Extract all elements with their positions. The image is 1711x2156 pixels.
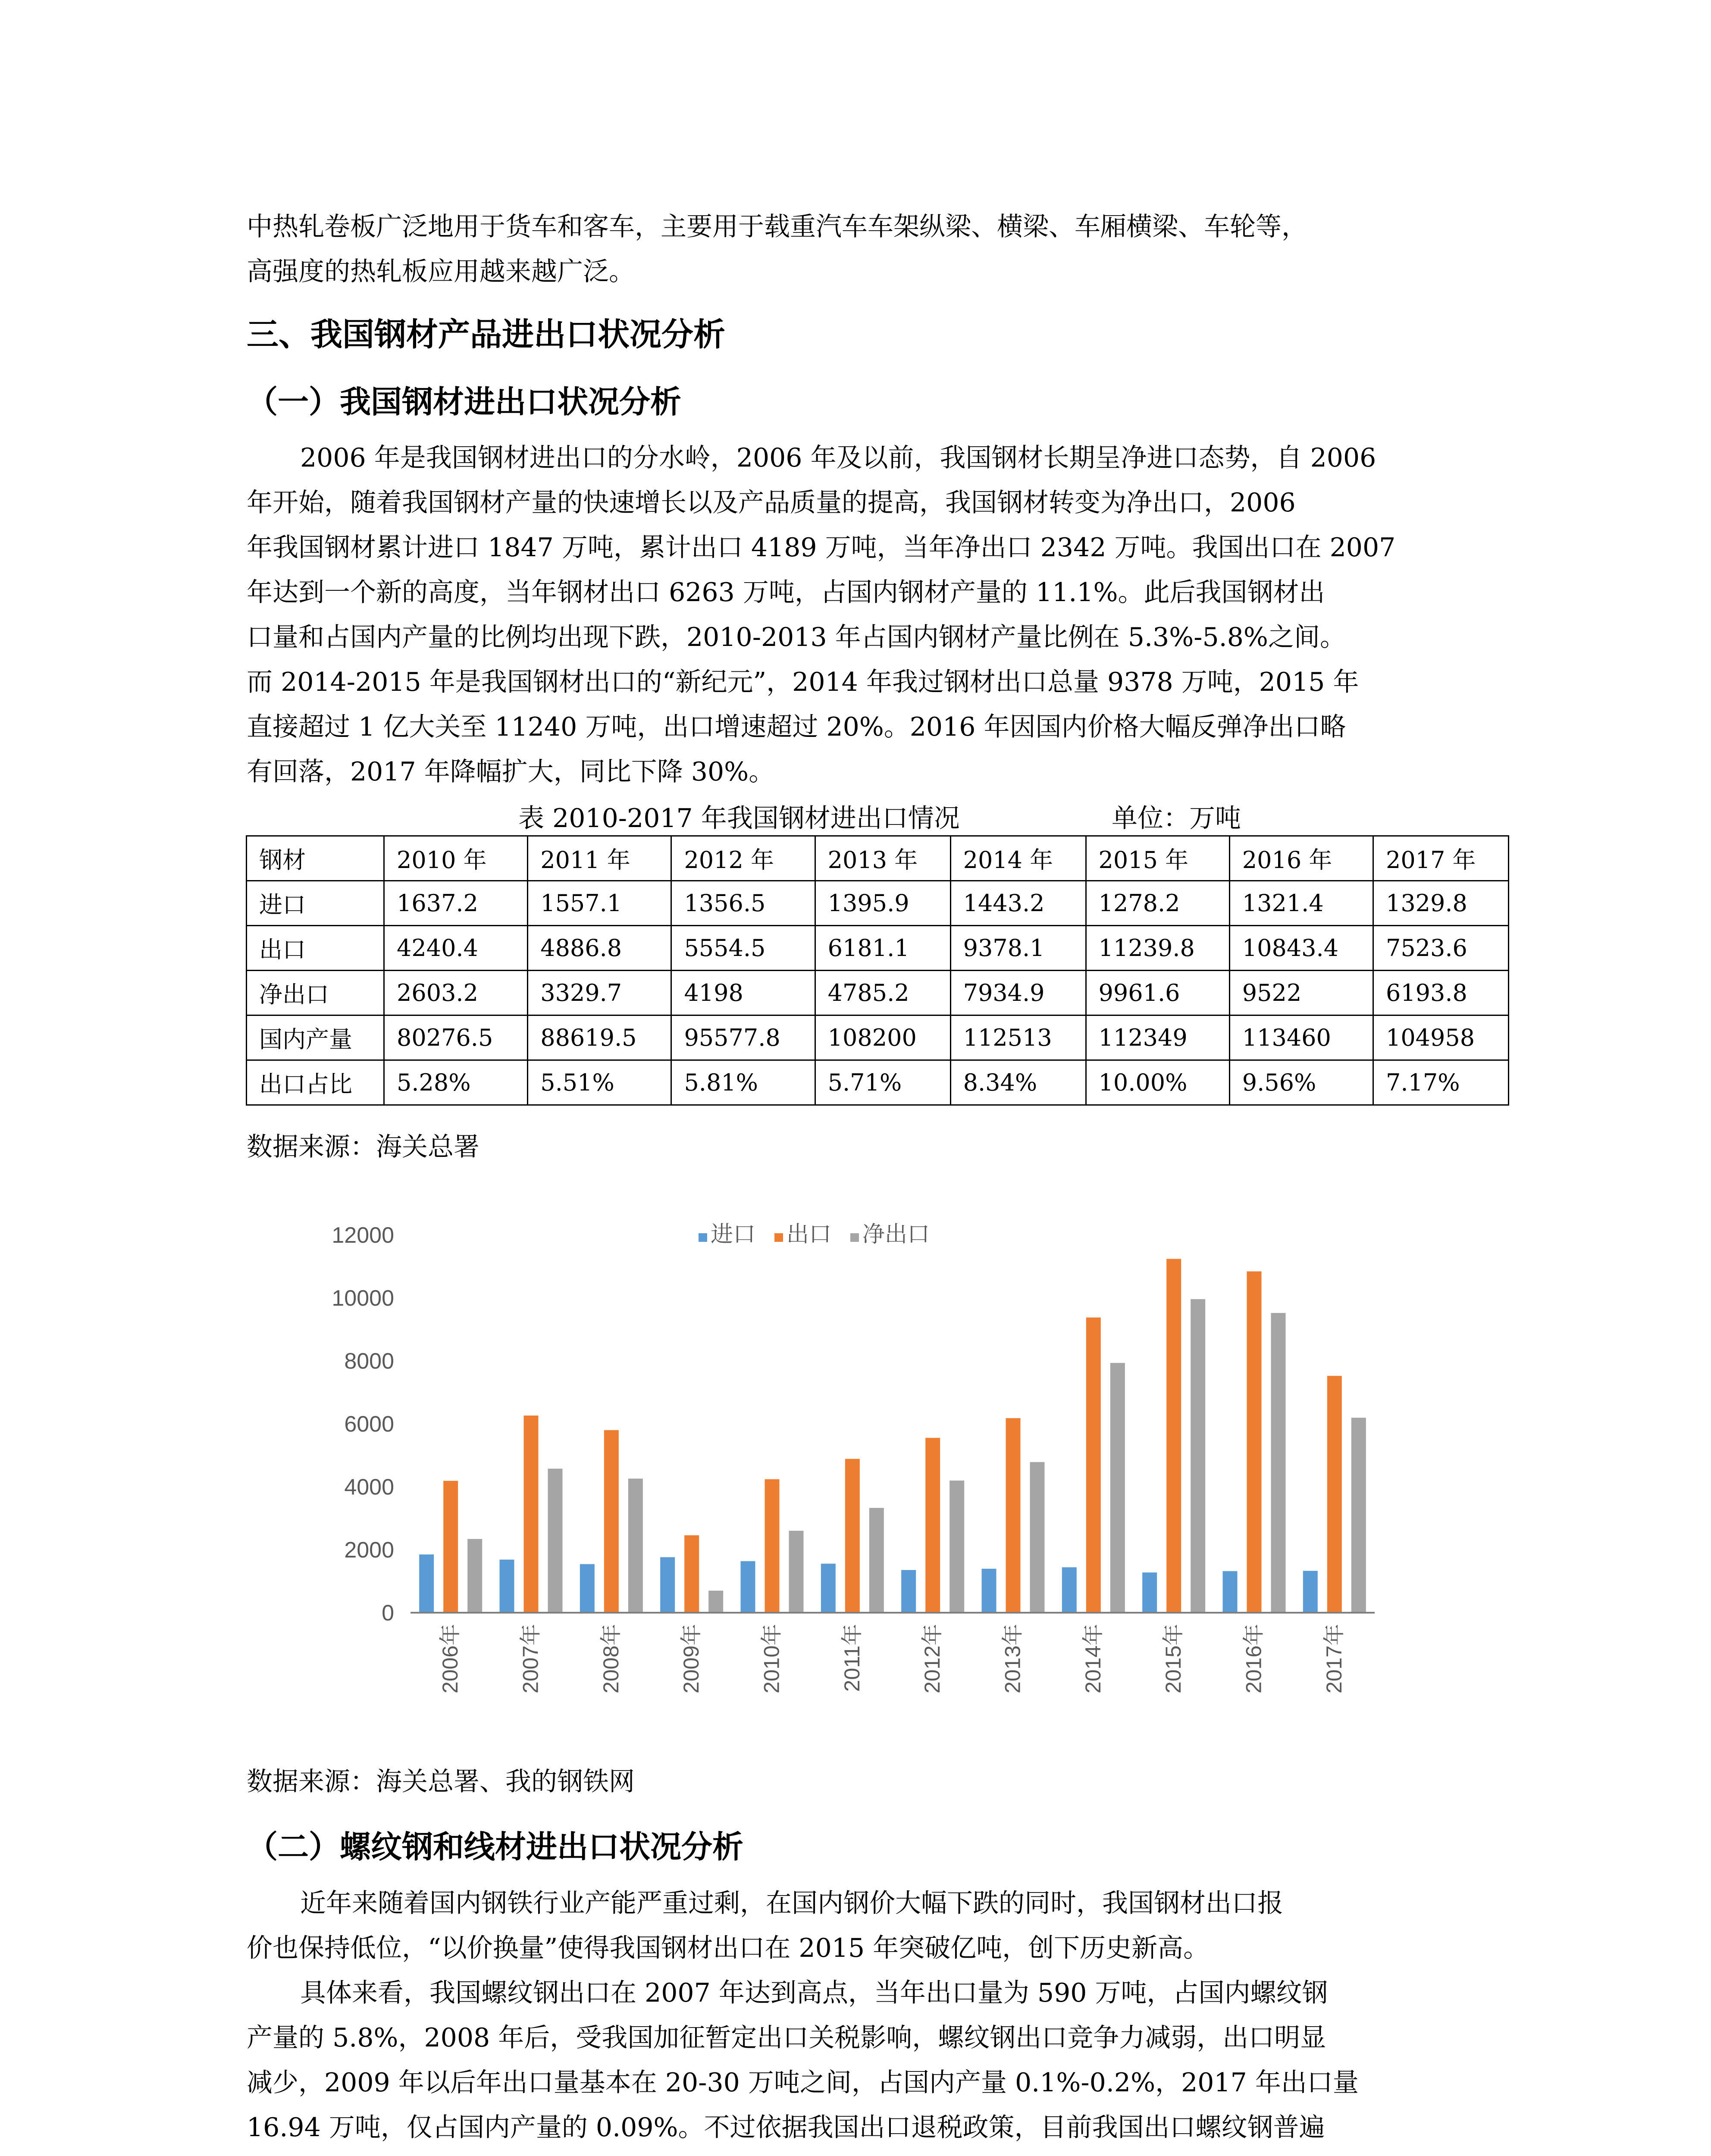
bar-净出口 — [708, 1591, 723, 1613]
table-cell: 5554.5 — [671, 926, 815, 971]
table-cell: 8.34% — [950, 1060, 1086, 1105]
table-cell: 95577.8 — [671, 1015, 815, 1060]
x-tick-label: 2009年 — [679, 1624, 704, 1694]
subsection-heading: （二）螺纹钢和线材进出口状况分析 — [247, 1828, 744, 1865]
table-header-cell: 2010 年 — [384, 836, 528, 881]
table-header-cell: 2015 年 — [1086, 836, 1229, 881]
bar-进口 — [1062, 1567, 1077, 1613]
y-tick-label: 0 — [382, 1601, 394, 1626]
table-row — [247, 1060, 1509, 1105]
table-cell: 9.56% — [1229, 1060, 1373, 1105]
bar-净出口 — [1271, 1313, 1286, 1613]
table-cell: 9522 — [1229, 971, 1373, 1015]
table-header-cell: 2013 年 — [815, 836, 950, 881]
table-cell: 5.81% — [671, 1060, 815, 1105]
table-header-cell: 2016 年 — [1229, 836, 1373, 881]
x-tick-label: 2016年 — [1241, 1624, 1266, 1694]
text-line: 近年来随着国内钢铁行业产能严重过剩，在国内钢价大幅下跌的同时，我国钢材出口报 — [300, 1888, 1283, 1918]
table-cell: 1557.1 — [528, 881, 671, 926]
bar-进口 — [580, 1564, 595, 1613]
text-line: 中热轧卷板广泛地用于货车和客车，主要用于载重汽车车架纵梁、横梁、车厢横梁、车轮等， — [247, 212, 1307, 242]
y-tick-label: 2000 — [344, 1538, 394, 1563]
bar-净出口 — [789, 1531, 804, 1613]
table-cell: 88619.5 — [528, 1015, 671, 1060]
legend-label: 净出口 — [862, 1222, 930, 1247]
table-cell: 4785.2 — [815, 971, 950, 1015]
legend-swatch — [774, 1233, 783, 1242]
bar-出口 — [1006, 1418, 1021, 1613]
bar-进口 — [741, 1561, 755, 1613]
table-header-cell: 2014 年 — [950, 836, 1086, 881]
y-tick-label: 6000 — [344, 1412, 394, 1437]
intro-paragraph — [247, 204, 1471, 294]
bar-净出口 — [1191, 1299, 1205, 1613]
chart-source-note: 数据来源：海关总署、我的钢铁网 — [247, 1767, 635, 1797]
section2-paragraph-2 — [247, 1971, 1471, 2156]
bar-进口 — [1142, 1573, 1157, 1613]
bar-进口 — [1223, 1571, 1238, 1613]
legend-swatch — [850, 1233, 859, 1242]
table-cell: 4886.8 — [528, 926, 671, 971]
table-cell: 1637.2 — [384, 881, 528, 926]
bar-出口 — [684, 1535, 699, 1613]
bar-进口 — [982, 1569, 997, 1613]
table-source-note: 数据来源：海关总署 — [247, 1132, 479, 1162]
table-cell: 1329.8 — [1373, 881, 1508, 926]
table-header-row — [247, 836, 1509, 881]
bar-净出口 — [628, 1479, 643, 1613]
bar-出口 — [1166, 1259, 1181, 1613]
table-cell: 112513 — [950, 1015, 1086, 1060]
y-tick-label: 12000 — [332, 1223, 394, 1248]
text-line: 产量的 5.8%，2008 年后，受我国加征暂定出口关税影响，螺纹钢出口竞争力减弱，出口明显 — [247, 2023, 1326, 2053]
x-tick-label: 2015年 — [1161, 1624, 1186, 1694]
bar-出口 — [1086, 1317, 1101, 1613]
x-tick-label: 2014年 — [1081, 1624, 1105, 1694]
table-cell: 6193.8 — [1373, 971, 1508, 1015]
table-cell: 11239.8 — [1086, 926, 1229, 971]
table-cell: 7.17% — [1373, 1060, 1508, 1105]
text-line: 16.94 万吨，仅占国内产量的 0.09%。不过依据我国出口退税政策，目前我国出口螺纹钢普遍 — [247, 2112, 1325, 2143]
table-cell: 出口 — [247, 926, 384, 971]
table-cell: 1443.2 — [950, 881, 1086, 926]
section2-paragraph-1 — [247, 1881, 1471, 1971]
x-tick-label: 2010年 — [759, 1624, 784, 1694]
text-line: 具体来看，我国螺纹钢出口在 2007 年达到高点，当年出口量为 590 万吨，占国内螺纹钢 — [300, 1978, 1328, 2008]
table-cell: 10843.4 — [1229, 926, 1373, 971]
bar-出口 — [925, 1438, 940, 1613]
table-cell: 80276.5 — [384, 1015, 528, 1060]
table-cell: 4198 — [671, 971, 815, 1015]
table-cell: 7934.9 — [950, 971, 1086, 1015]
table-cell: 9961.6 — [1086, 971, 1229, 1015]
table-header-cell: 2012 年 — [671, 836, 815, 881]
table-cell: 104958 — [1373, 1015, 1508, 1060]
x-tick-label: 2006年 — [438, 1624, 463, 1694]
bar-进口 — [660, 1557, 675, 1613]
y-tick-label: 4000 — [344, 1475, 394, 1500]
text-line: 直接超过 1 亿大关至 11240 万吨，出口增速超过 20%。2016 年因国内价格大幅反弹净出口略 — [247, 712, 1346, 742]
bar-出口 — [765, 1479, 780, 1613]
x-tick-label: 2013年 — [1000, 1624, 1025, 1694]
section-heading: 三、我国钢材产品进出口状况分析 — [247, 316, 725, 353]
table-cell: 5.71% — [815, 1060, 950, 1105]
text-line: 年开始，随着我国钢材产量的快速增长以及产品质量的提高，我国钢材转变为净出口，2006 — [247, 488, 1296, 518]
table-caption: 表 2010-2017 年我国钢材进出口情况 — [518, 803, 960, 834]
text-line: 2006 年是我国钢材进出口的分水岭，2006 年及以前，我国钢材长期呈净进口态势，自 2006 — [300, 443, 1376, 473]
table-cell: 1356.5 — [671, 881, 815, 926]
table-cell: 7523.6 — [1373, 926, 1508, 971]
import-export-bar-chart — [241, 1199, 1432, 1759]
bar-净出口 — [467, 1539, 482, 1613]
text-line: 高强度的热轧板应用越来越广泛。 — [247, 257, 635, 287]
bar-净出口 — [548, 1469, 563, 1613]
table-row — [247, 971, 1509, 1015]
table-cell: 113460 — [1229, 1015, 1373, 1060]
table-cell: 进口 — [247, 881, 384, 926]
table-row — [247, 881, 1509, 926]
y-tick-label: 8000 — [344, 1349, 394, 1374]
table-cell: 5.51% — [528, 1060, 671, 1105]
text-line — [247, 2150, 1471, 2156]
bar-出口 — [604, 1430, 619, 1613]
table-cell: 1278.2 — [1086, 881, 1229, 926]
bar-出口 — [1327, 1376, 1342, 1613]
table-cell: 6181.1 — [815, 926, 950, 971]
table-cell: 4240.4 — [384, 926, 528, 971]
table-cell: 5.28% — [384, 1060, 528, 1105]
text-line: 年我国钢材累计进口 1847 万吨，累计出口 4189 万吨，当年净出口 2342 万吨。我国出口在 2007 — [247, 533, 1396, 563]
text-line: 价也保持低位，“以价换量”使得我国钢材出口在 2015 年突破亿吨，创下历史新高。 — [247, 1933, 1210, 1963]
text-line: 有回落，2017 年降幅扩大，同比下降 30%。 — [247, 757, 775, 787]
bar-进口 — [1303, 1571, 1318, 1613]
export-import-table — [246, 835, 1509, 1106]
bar-出口 — [443, 1481, 458, 1613]
bar-净出口 — [1110, 1363, 1125, 1613]
bar-出口 — [524, 1416, 539, 1613]
bar-净出口 — [869, 1508, 884, 1613]
table-cell: 2603.2 — [384, 971, 528, 1015]
text-line: 减少，2009 年以后年出口量基本在 20-30 万吨之间，占国内产量 0.1%-0.2%，2017 年出口量 — [247, 2068, 1359, 2098]
table-cell: 112349 — [1086, 1015, 1229, 1060]
x-tick-label: 2008年 — [599, 1624, 623, 1694]
x-tick-label: 2007年 — [518, 1624, 543, 1694]
table-cell: 10.00% — [1086, 1060, 1229, 1105]
table-cell: 国内产量 — [247, 1015, 384, 1060]
x-tick-label: 2017年 — [1322, 1624, 1346, 1694]
bar-净出口 — [950, 1481, 964, 1613]
bar-净出口 — [1351, 1418, 1366, 1613]
bar-进口 — [901, 1570, 916, 1613]
subsection-heading: （一）我国钢材进出口状况分析 — [247, 383, 682, 420]
x-tick-label: 2011年 — [840, 1624, 864, 1692]
legend-label: 进口 — [711, 1222, 756, 1247]
y-tick-label: 10000 — [332, 1286, 394, 1311]
table-cell: 9378.1 — [950, 926, 1086, 971]
section1-paragraph — [247, 436, 1471, 794]
text-line: 而 2014-2015 年是我国钢材出口的“新纪元”，2014 年我过钢材出口总量 9378 万吨，2015 年 — [247, 667, 1359, 697]
legend-label: 出口 — [787, 1222, 832, 1247]
legend-swatch — [699, 1233, 707, 1242]
table-row — [247, 926, 1509, 971]
table-cell: 净出口 — [247, 971, 384, 1015]
bar-净出口 — [1030, 1462, 1045, 1613]
table-cell: 1321.4 — [1229, 881, 1373, 926]
table-header-cell: 钢材 — [247, 836, 384, 881]
table-row — [247, 1015, 1509, 1060]
x-tick-label: 2012年 — [920, 1624, 945, 1694]
table-cell: 出口占比 — [247, 1060, 384, 1105]
table-header-cell: 2011 年 — [528, 836, 671, 881]
table-cell: 1395.9 — [815, 881, 950, 926]
table-unit: 单位：万吨 — [1112, 803, 1241, 834]
bar-出口 — [1247, 1271, 1262, 1613]
table-cell: 3329.7 — [528, 971, 671, 1015]
table-header-cell: 2017 年 — [1373, 836, 1508, 881]
table-cell: 108200 — [815, 1015, 950, 1060]
bar-出口 — [845, 1459, 860, 1613]
bar-进口 — [821, 1564, 836, 1613]
bar-进口 — [419, 1554, 434, 1613]
text-line: 年达到一个新的高度，当年钢材出口 6263 万吨，占国内钢材产量的 11.1%。此后我国钢材出 — [247, 577, 1325, 608]
bar-进口 — [500, 1560, 514, 1613]
text-line: 口量和占国内产量的比例均出现下跌，2010-2013 年占国内钢材产量比例在 5.3%-5.8%之间。 — [247, 622, 1346, 652]
